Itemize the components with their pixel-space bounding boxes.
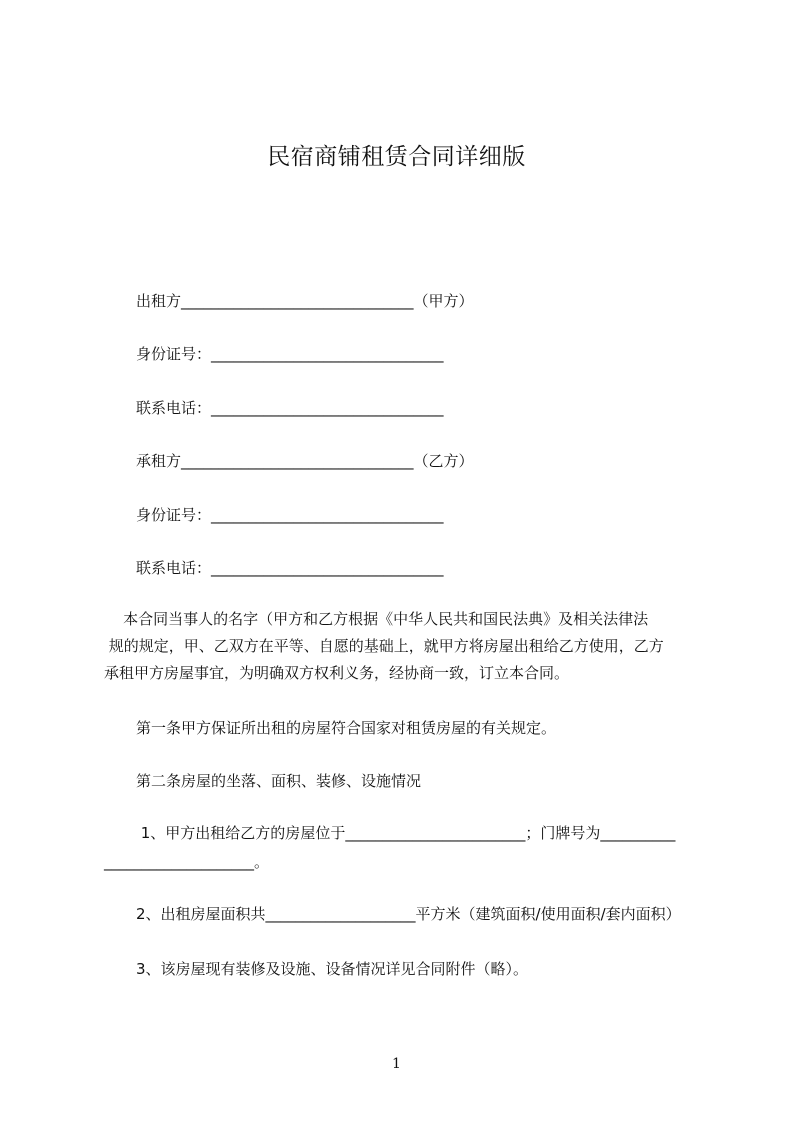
article-2-item-3: 3、该房屋现有装修及设施、设备情况详见合同附件（略）。 <box>136 960 529 978</box>
lessor-line: 出租方_______________________________（甲方） <box>136 292 474 310</box>
article-2-item-1-line-2: ____________________。 <box>104 853 270 871</box>
article-1: 第一条甲方保证所出租的房屋符合国家对租赁房屋的有关规定。 <box>136 719 557 737</box>
preamble-line-3: 承租甲方房屋事宜，为明确双方权利义务，经协商一致，订立本合同。 <box>104 664 570 682</box>
preamble-line-1: 本合同当事人的名字（甲方和乙方根据《中华人民共和国民法典》及相关法律法 <box>104 610 649 628</box>
lessor-phone-line: 联系电话：_______________________________ <box>136 399 444 417</box>
preamble-line-2: 规的规定，甲、乙双方在平等、自愿的基础上，就甲方将房屋出租给乙方使用，乙方 <box>104 637 664 655</box>
lessor-id-line: 身份证号：_______________________________ <box>136 345 444 363</box>
page-number: 1 <box>392 1056 401 1072</box>
article-2: 第二条房屋的坐落、面积、装修、设施情况 <box>136 772 422 790</box>
article-2-item-1-line-1: 1、甲方出租给乙方的房屋位于________________________；门牌号为__________ <box>136 824 676 842</box>
lessee-phone-line: 联系电话：_______________________________ <box>136 559 444 577</box>
lessee-line: 承租方_______________________________（乙方） <box>136 452 474 470</box>
lessee-id-line: 身份证号：_______________________________ <box>136 506 444 524</box>
document-title: 民宿商铺租赁合同详细版 <box>267 144 526 170</box>
article-2-item-2: 2、出租房屋面积共____________________平方米（建筑面积/使用面积/套内面积） <box>136 905 681 923</box>
